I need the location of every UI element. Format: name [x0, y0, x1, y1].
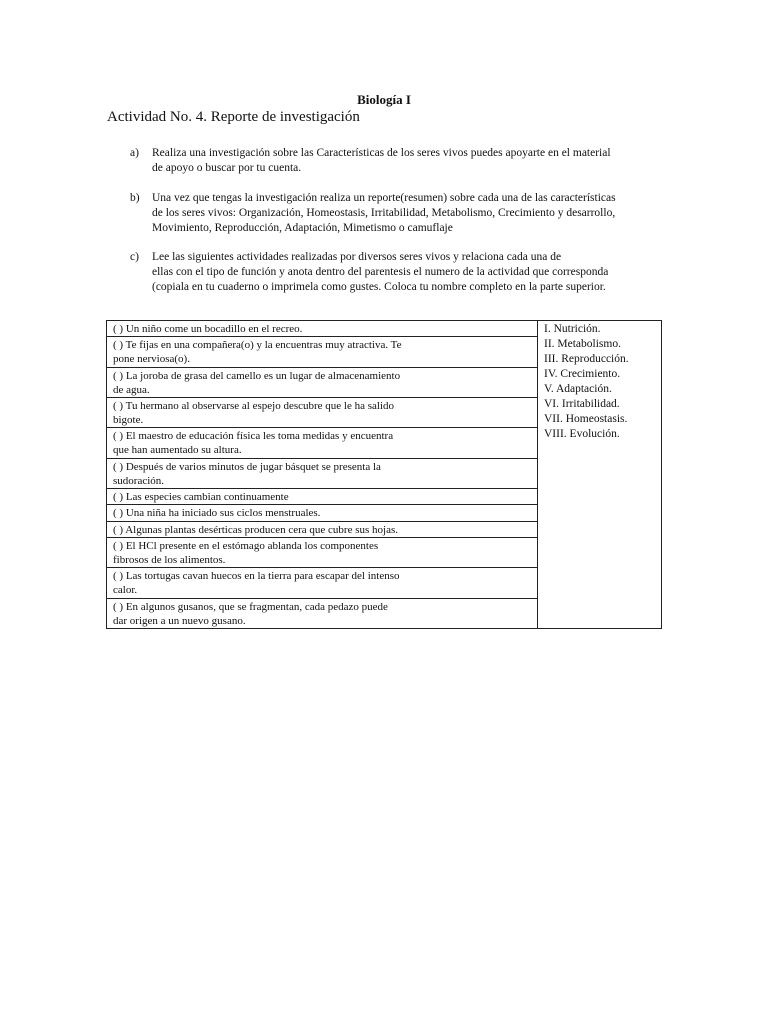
instruction-line: de los seres vivos: Organización, Homeostasis, Irritabilidad, Metabolismo, Crecimiento y desarrollo, [152, 207, 616, 219]
activity-text: ( ) El HCl presente en el estómago ablanda los componentes [113, 539, 379, 552]
function-item: VII. Homeostasis. [544, 413, 628, 425]
instruction-line: Movimiento, Reproducción, Adaptación, Mimetismo o camuflaje [152, 222, 453, 234]
instruction-line: Realiza una investigación sobre las Características de los seres vivos puedes apoyarte en el material [152, 147, 611, 159]
activity-text: ( ) Después de varios minutos de jugar básquet se presenta la [113, 460, 381, 473]
function-item: I. Nutrición. [544, 323, 601, 335]
activity-cell [107, 505, 538, 521]
activity-cell [107, 598, 538, 628]
function-item: V. Adaptación. [544, 383, 612, 395]
functions-cell [538, 321, 662, 629]
activity-cell [107, 521, 538, 537]
activity-text: ( ) Te fijas en una compañera(o) y la encuentras muy atractiva. Te [113, 339, 402, 352]
function-item: VI. Irritabilidad. [544, 398, 620, 410]
activity-cell [107, 397, 538, 427]
function-item: VIII. Evolución. [544, 428, 620, 440]
instruction-line: Lee las siguientes actividades realizadas por diversos seres vivos y relaciona cada una de [152, 251, 562, 263]
activity-text: ( ) Tu hermano al observarse al espejo descubre que le ha salido [113, 399, 395, 412]
function-item: III. Reproducción. [544, 353, 629, 365]
activity-text: ( ) El maestro de educación física les toma medidas y encuentra [113, 430, 394, 443]
activity-text: pone nerviosa(o). [113, 353, 190, 366]
activity-cell [107, 428, 538, 458]
instruction-line: Una vez que tengas la investigación realiza un reporte(resumen) sobre cada una de las características [152, 192, 616, 204]
page-title: Biología I [357, 92, 411, 107]
table-row [107, 321, 662, 337]
instruction-marker: a) [130, 147, 139, 159]
instruction-line: ellas con el tipo de función y anota dentro del parentesis el numero de la actividad que corresponda [152, 266, 609, 278]
activity-text: ( ) Las especies cambian continuamente [113, 491, 289, 504]
activity-text: ( ) Algunas plantas desérticas producen cera que cubre sus hojas. [113, 523, 398, 536]
activity-text: calor. [113, 584, 138, 597]
function-item: II. Metabolismo. [544, 338, 621, 350]
activity-text: que han aumentado su altura. [113, 444, 242, 457]
activity-subtitle: Actividad No. 4. Reporte de investigación [107, 109, 360, 125]
activity-text: ( ) Una niña ha iniciado sus ciclos menstruales. [113, 507, 321, 520]
function-item: IV. Crecimiento. [544, 368, 621, 380]
activity-text: fibrosos de los alimentos. [113, 553, 226, 566]
instruction-line: (copiala en tu cuaderno o imprimela como gustes. Coloca tu nombre completo en la parte superior. [152, 281, 606, 293]
activity-text: bigote. [113, 413, 144, 426]
instruction-marker: c) [130, 251, 139, 263]
activity-text: de agua. [113, 383, 150, 396]
activity-text: ( ) Un niño come un bocadillo en el recreo. [113, 323, 303, 335]
activity-cell [107, 321, 538, 337]
activity-text: ( ) En algunos gusanos, que se fragmentan, cada pedazo puede [113, 600, 388, 613]
activity-text: dar origen a un nuevo gusano. [113, 614, 246, 627]
activity-cell [107, 367, 538, 397]
activity-text: ( ) La joroba de grasa del camello es un lugar de almacenamiento [113, 369, 401, 382]
activities-table [106, 320, 662, 629]
activity-text: sudoración. [113, 474, 165, 487]
activity-cell [107, 337, 538, 367]
instruction-line: de apoyo o buscar por tu cuenta. [152, 162, 302, 174]
activity-cell [107, 537, 538, 567]
activity-text: ( ) Las tortugas cavan huecos en la tierra para escapar del intenso [113, 570, 400, 583]
activity-cell [107, 489, 538, 505]
activity-cell [107, 568, 538, 598]
activity-cell [107, 458, 538, 488]
instruction-marker: b) [130, 192, 140, 204]
